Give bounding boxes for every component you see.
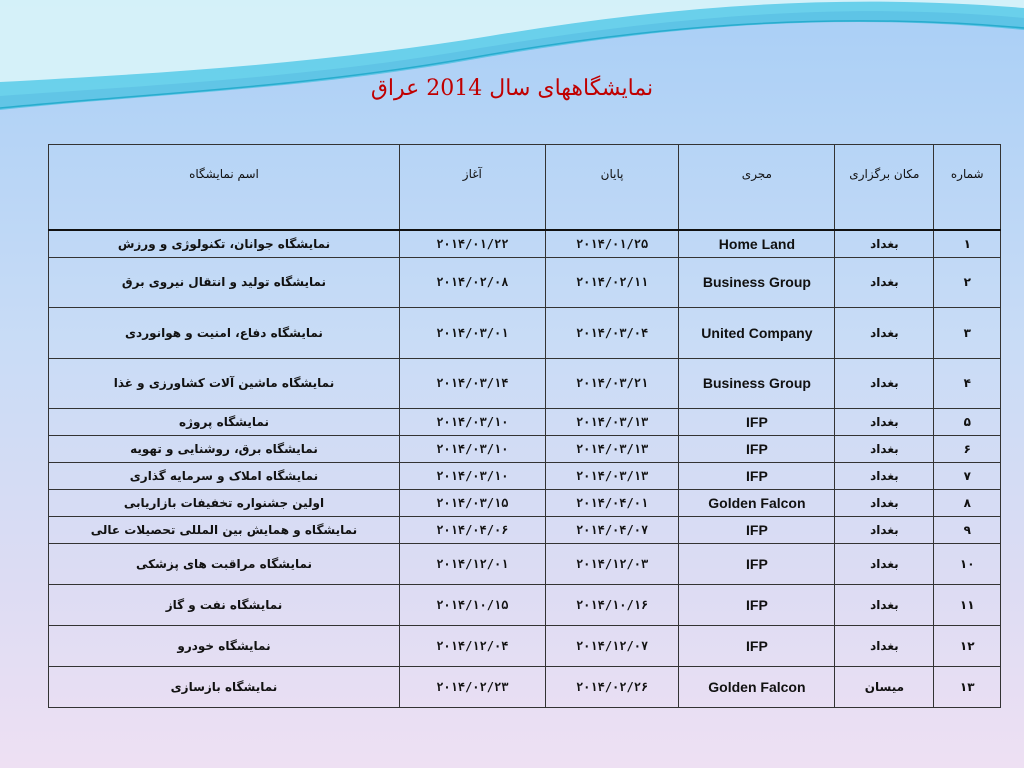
table-row [49,230,1001,257]
row-location: بغداد [835,408,934,435]
row-number: ٢ [934,257,1001,307]
row-number: ۴ [934,358,1001,408]
table-row [49,584,1001,625]
row-exhibition-name: نمایشگاه ماشین آلات کشاورزی و غذا [49,358,400,408]
row-end-date: ۲۰۱۴/۰۳/۰۴ [545,307,679,358]
row-end-date: ۲۰۱۴/۰۲/۲۶ [545,666,679,707]
row-number: ١ [934,230,1001,257]
exhibitions-table-container [48,144,1001,708]
row-organizer: Home Land [679,230,835,257]
row-number: ٧ [934,462,1001,489]
row-organizer: United Company [679,307,835,358]
table-row [49,462,1001,489]
row-start-date: ۲۰۱۴/۱۲/۰۱ [399,543,545,584]
header-organizer: مجری [679,145,835,231]
row-number: ٩ [934,516,1001,543]
row-number: ٨ [934,489,1001,516]
row-exhibition-name: نمایشگاه املاک و سرمایه گذاری [49,462,400,489]
row-end-date: ۲۰۱۴/۰۱/۲۵ [545,230,679,257]
row-location: بغداد [835,435,934,462]
row-organizer: IFP [679,625,835,666]
row-organizer: IFP [679,584,835,625]
row-start-date: ۲۰۱۴/۰۳/۱۰ [399,408,545,435]
row-exhibition-name: نمایشگاه نفت و گاز [49,584,400,625]
row-location: بغداد [835,543,934,584]
row-location: بغداد [835,625,934,666]
decorative-waves [0,0,1024,120]
row-organizer: IFP [679,543,835,584]
row-start-date: ۲۰۱۴/۰۳/۰۱ [399,307,545,358]
row-number: ۵ [934,408,1001,435]
row-organizer: Golden Falcon [679,489,835,516]
header-end-date: پایان [545,145,679,231]
row-start-date: ۲۰۱۴/۱۲/۰۴ [399,625,545,666]
table-row [49,489,1001,516]
row-organizer: Business Group [679,358,835,408]
table-row [49,408,1001,435]
row-exhibition-name: نمایشگاه و همایش بین المللی تحصیلات عالی [49,516,400,543]
table-row [49,435,1001,462]
table-row [49,543,1001,584]
row-exhibition-name: نمایشگاه خودرو [49,625,400,666]
row-organizer: Golden Falcon [679,666,835,707]
row-end-date: ۲۰۱۴/۰۳/۲۱ [545,358,679,408]
table-row [49,307,1001,358]
row-start-date: ۲۰۱۴/۰۳/۱۰ [399,462,545,489]
row-exhibition-name: نمایشگاه مراقبت های پزشکی [49,543,400,584]
row-start-date: ۲۰۱۴/۱۰/۱۵ [399,584,545,625]
row-end-date: ۲۰۱۴/۰۴/۰۱ [545,489,679,516]
row-end-date: ۲۰۱۴/۰۳/۱۳ [545,462,679,489]
table-header-row [49,145,1001,231]
row-location: بغداد [835,462,934,489]
row-end-date: ۲۰۱۴/۱۲/۰۷ [545,625,679,666]
row-exhibition-name: نمایشگاه پروژه [49,408,400,435]
table-row [49,257,1001,307]
row-start-date: ۲۰۱۴/۰۳/۱۴ [399,358,545,408]
row-start-date: ۲۰۱۴/۰۱/۲۲ [399,230,545,257]
row-exhibition-name: نمایشگاه برق، روشنایی و تهویه [49,435,400,462]
row-start-date: ۲۰۱۴/۰۳/۱۵ [399,489,545,516]
row-exhibition-name: نمایشگاه تولید و انتقال نیروی برق [49,257,400,307]
row-start-date: ۲۰۱۴/۰۲/۲۳ [399,666,545,707]
row-number: ۶ [934,435,1001,462]
row-start-date: ۲۰۱۴/۰۲/۰۸ [399,257,545,307]
row-location: میسان [835,666,934,707]
row-end-date: ۲۰۱۴/۰۳/۱۳ [545,408,679,435]
page-title: نمایشگاههای سال 2014 عراق [370,76,654,101]
row-location: بغداد [835,516,934,543]
header-location: مکان برگزاری [835,145,934,231]
row-exhibition-name: اولین جشنواره تخفیفات بازاریابی [49,489,400,516]
row-end-date: ۲۰۱۴/۰۴/۰۷ [545,516,679,543]
table-row [49,358,1001,408]
row-location: بغداد [835,307,934,358]
row-end-date: ۲۰۱۴/۰۲/۱۱ [545,257,679,307]
row-number: ١٠ [934,543,1001,584]
row-end-date: ۲۰۱۴/۰۳/۱۳ [545,435,679,462]
row-start-date: ۲۰۱۴/۰۳/۱۰ [399,435,545,462]
table-row [49,625,1001,666]
row-number: ١٢ [934,625,1001,666]
row-organizer: IFP [679,408,835,435]
row-location: بغداد [835,257,934,307]
row-end-date: ۲۰۱۴/۱۲/۰۳ [545,543,679,584]
row-number: ١٣ [934,666,1001,707]
row-exhibition-name: نمایشگاه بازسازی [49,666,400,707]
row-exhibition-name: نمایشگاه دفاع، امنیت و هوانوردی [49,307,400,358]
row-number: ٣ [934,307,1001,358]
header-exhibition-name: اسم نمایشگاه [49,145,400,231]
row-organizer: IFP [679,516,835,543]
header-number: شماره [934,145,1001,231]
exhibitions-table [48,144,1001,708]
row-location: بغداد [835,489,934,516]
row-location: بغداد [835,584,934,625]
row-organizer: IFP [679,435,835,462]
row-organizer: IFP [679,462,835,489]
table-row [49,516,1001,543]
row-start-date: ۲۰۱۴/۰۴/۰۶ [399,516,545,543]
row-location: بغداد [835,230,934,257]
row-exhibition-name: نمایشگاه جوانان، تکنولوژی و ورزش [49,230,400,257]
row-location: بغداد [835,358,934,408]
table-row [49,666,1001,707]
row-end-date: ۲۰۱۴/۱۰/۱۶ [545,584,679,625]
row-organizer: Business Group [679,257,835,307]
header-start-date: آغاز [399,145,545,231]
row-number: ١١ [934,584,1001,625]
